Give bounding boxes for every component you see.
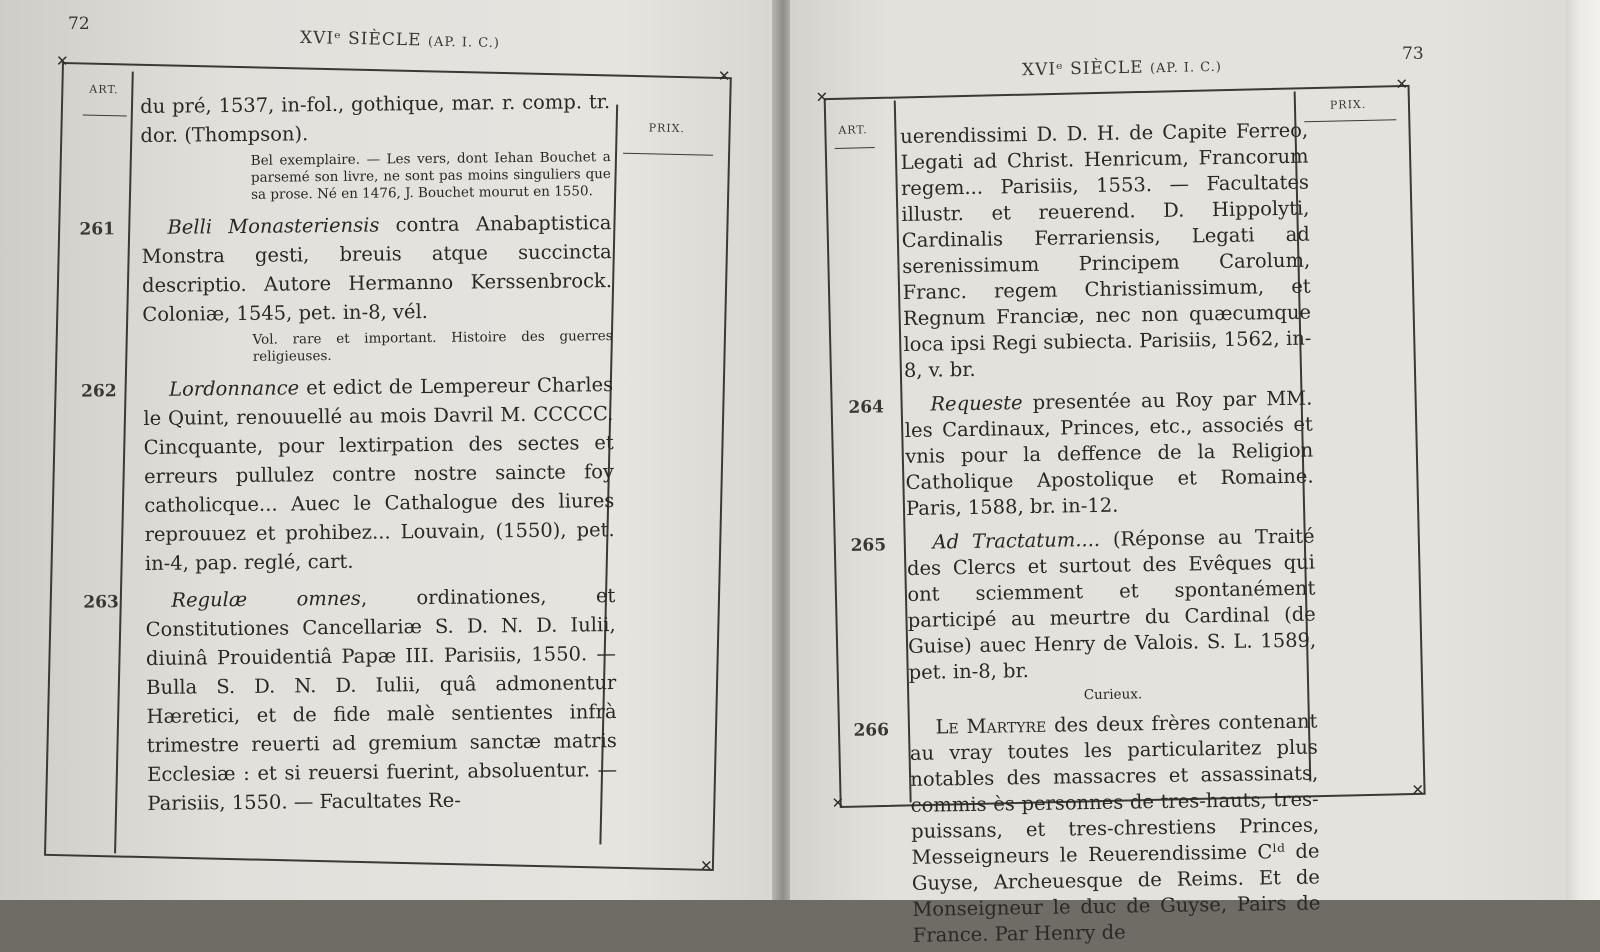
art-column-label: ART.: [838, 123, 868, 137]
corner-ornament: ✕: [55, 51, 69, 71]
header-sub: (AP. I. C.): [1149, 59, 1223, 77]
text-column: [848, 118, 1321, 951]
catalog-entry: [81, 370, 615, 584]
catalog-entry: [79, 208, 613, 367]
page-number: 73: [1402, 44, 1424, 64]
catalog-entry: [853, 709, 1321, 949]
entry-title: Ad Tractatum....: [932, 527, 1101, 554]
entry-number: 266: [853, 720, 890, 741]
prix-column-label: PRIX.: [648, 121, 686, 136]
catalog-entry: [83, 581, 618, 818]
entry-note: Bel exemplaire. — Les vers, dont Iehan Bouchet a parsemé son livre, ne sont pas moins singuliers que sa prose. Né en 1476, J. Bouchet mourut en 1550.: [250, 149, 611, 203]
art-column-label: ART.: [89, 82, 119, 97]
entry-number: 265: [850, 535, 887, 556]
catalog-entry: [850, 524, 1317, 707]
entry-title: Regulæ omnes: [171, 586, 361, 612]
header-main: XVIᵉ SIÈCLE: [1021, 57, 1144, 81]
catalog-entry-continued: [140, 87, 611, 205]
entry-text: et edict de Lempereur Charles le Quint, renouuellé au mois Davril M. CCCCC. Cincquante, pour lextirpation des sectes et erreurs pullulez contre nostre saincte foy catholicque... Auec le Cathalogue des liures reprouuez et prohibez... Louvain, (1550), pet. in-4, pap. reglé, cart.: [143, 373, 615, 575]
entry-number: 264: [848, 397, 885, 418]
right-page: [790, 0, 1600, 947]
catalog-entry: [848, 386, 1314, 528]
page-number: 72: [68, 14, 90, 34]
entry-number: 263: [83, 592, 119, 613]
corner-ornament: ✕: [1395, 74, 1409, 94]
running-header: [300, 28, 500, 52]
entry-title: Requeste: [930, 391, 1023, 416]
header-main: XVIᵉ SIÈCLE: [299, 27, 422, 51]
entry-text: , ordinationes, et Constitutiones Cancellariæ S. D. N. D. Iulii, diuinâ Prouidentiâ Papæ III. Parisiis, 1550. — Bulla S. D. N. D. Iulii, quâ admonentur Hæretici, et de fide malè sentientes infrà trimestre reuerti ad gremium sanctæ matris Ecclesiæ : et si reuersi fuerint, absoluentur. — Parisiis, 1550. — Facultates Re-: [145, 584, 618, 815]
entry-note: Vol. rare et important. Histoire des guerres religieuses.: [252, 328, 613, 365]
catalog-entry-continued: [900, 118, 1312, 390]
entry-text: du pré, 1537, in-fol., gothique, mar. r. comp. tr. dor. (Thompson).: [140, 90, 611, 147]
page-edge: [1566, 0, 1600, 900]
entry-number: 262: [81, 381, 117, 402]
corner-ornament: ✕: [717, 66, 731, 86]
corner-ornament: ✕: [1411, 780, 1425, 800]
entry-number: 261: [79, 219, 116, 240]
text-column: [79, 87, 618, 820]
entry-text: presentée au Roy par MM. les Cardinaux, Princes, etc., associés et vnis pour la deffence de la Religion Catholique Apostolique et Romaine. Paris, 1588, br. in-12.: [904, 386, 1314, 520]
entry-text: des deux frères contenant au vray toutes les particularitez plus notables des massacres et assassinats, commis ès personnes de tres-hauts, tres-puissans, et tres-chrestiens Princes, Messeigneurs le Reuerendissime Cˡᵈ de Guyse, Archeuesque de Reims. Et de Monseigneur le duc de Guyse, Pairs de France. Par Henry de: [909, 709, 1321, 947]
entry-title: Lordonnance: [168, 376, 300, 401]
entry-title: Le Martyre: [935, 713, 1047, 739]
corner-ornament: ✕: [815, 88, 829, 107]
left-page: [0, 0, 778, 900]
entry-title: Belli Monasteriensis: [167, 213, 380, 239]
corner-ornament: ✕: [699, 856, 713, 875]
entry-note: Curieux.: [1083, 686, 1143, 704]
entry-text: contra Anabaptistica Monstra gesti, breuis atque succincta descriptio. Autore Hermanno Kerssenbrock. Coloniæ, 1545, pet. in-8, vél.: [141, 211, 613, 326]
corner-ornament: ✕: [831, 793, 845, 813]
entry-text: (Réponse au Traité des Clercs et surtout des Evêques qui ont sciemment et spontanément participé au meurtre du Cardinal (de Guise) auec Henry de Valois. S. L. 1589, pet. in-8, br.: [906, 524, 1317, 684]
entry-text: uerendissimi D. D. H. de Capite Ferreo, Legati ad Christ. Henricum, Francorum regem... Parisiis, 1553. — Facultates illustr. et reuerend. D. Hippolyti, Cardinalis Ferrariensis, Legati ad serenissimum Principem Carolum, Franc. regem Christianissimum, et Regnum Franciæ, nec non quæcumque loca ipsi Regi subiecta. Parisiis, 1562, in-8, v. br.: [900, 118, 1312, 382]
header-sub: (AP. I. C.): [427, 34, 501, 52]
prix-column-label: PRIX.: [1329, 97, 1367, 112]
running-header: [1022, 56, 1222, 81]
